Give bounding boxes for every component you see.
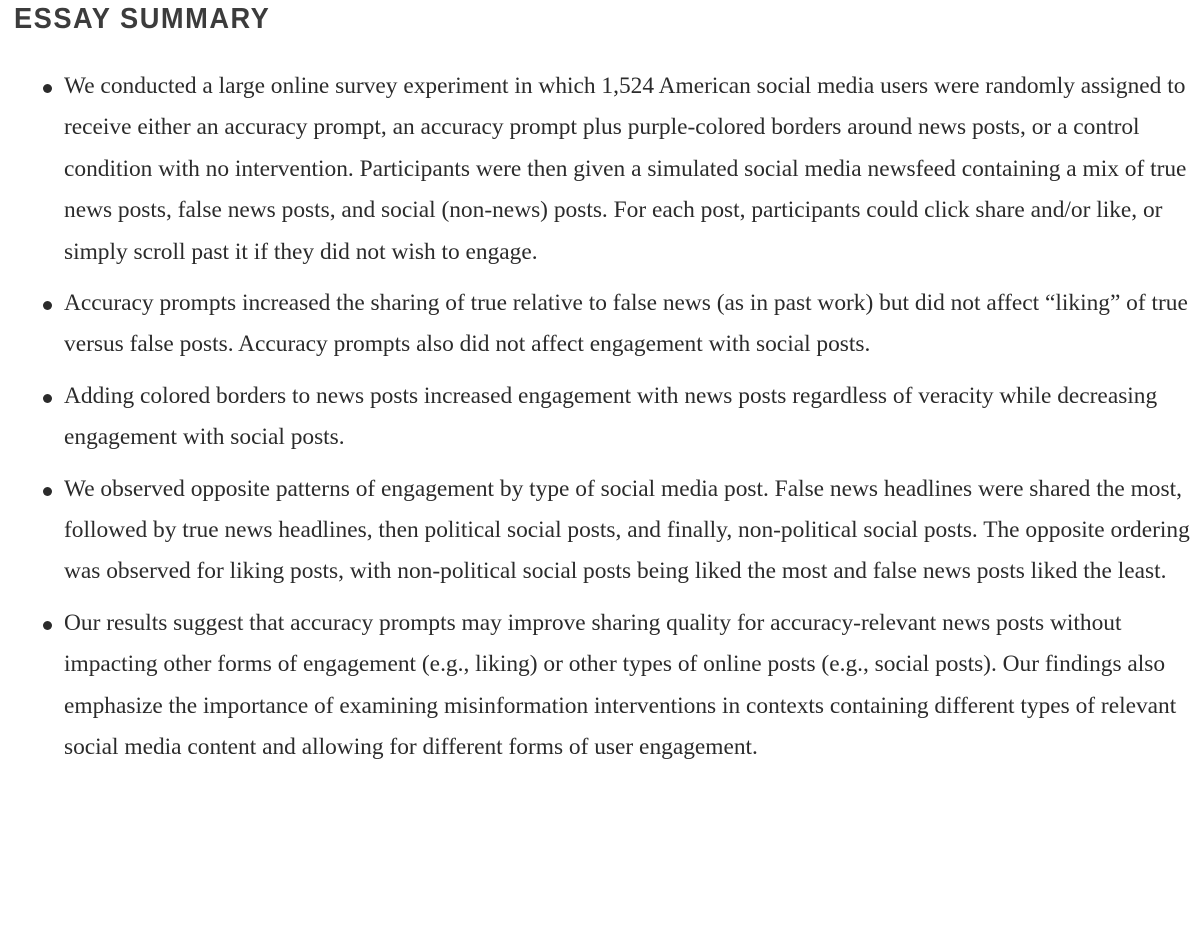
summary-bullet-item bbox=[0, 283, 1200, 366]
summary-bullet-text: We conducted a large online survey experiment in which 1,524 American social media users were randomly assigned to receive either an accuracy prompt, an accuracy prompt plus purple-colored borders around news posts, or a control condition with no intervention. Participants were then given a simulated social media newsfeed containing a mix of true news posts, false news posts, and social (non-news) posts. For each post, participants could click share and/or like, or simply scroll past it if they did not wish to engage. bbox=[64, 73, 1187, 265]
summary-bullet-text: Accuracy prompts increased the sharing of true relative to false news (as in past work) but did not affect “liking” of true versus false posts. Accuracy prompts also did not affect engagement with social posts. bbox=[64, 290, 1188, 358]
summary-bullet-list bbox=[0, 66, 1200, 779]
essay-summary-heading: ESSAY SUMMARY bbox=[14, 3, 271, 35]
bullet-dot-icon bbox=[43, 84, 52, 93]
summary-bullet-item bbox=[0, 469, 1200, 593]
bullet-dot-icon bbox=[43, 301, 52, 310]
summary-bullet-text: We observed opposite patterns of engagement by type of social media post. False news headlines were shared the most, followed by true news headlines, then political social posts, and finally, non-political social posts. The opposite ordering was observed for liking posts, with non-political social posts being liked the most and false news posts liked the least. bbox=[64, 475, 1190, 585]
summary-bullet-text: Our results suggest that accuracy prompts may improve sharing quality for accuracy-relevant news posts without impacting other forms of engagement (e.g., liking) or other types of online posts (e.g., social posts). Our findings also emphasize the importance of examining misinformation interventions in contexts containing different types of relevant social media content and allowing for different forms of user engagement. bbox=[64, 609, 1177, 761]
summary-bullet-item bbox=[0, 66, 1200, 273]
bullet-dot-icon bbox=[43, 394, 52, 403]
summary-bullet-item bbox=[0, 603, 1200, 769]
summary-bullet-text: Adding colored borders to news posts increased engagement with news posts regardless of veracity while decreasing engagement with social posts. bbox=[64, 382, 1158, 451]
bullet-dot-icon bbox=[43, 487, 52, 496]
bullet-dot-icon bbox=[43, 621, 52, 630]
summary-bullet-item bbox=[0, 376, 1200, 459]
